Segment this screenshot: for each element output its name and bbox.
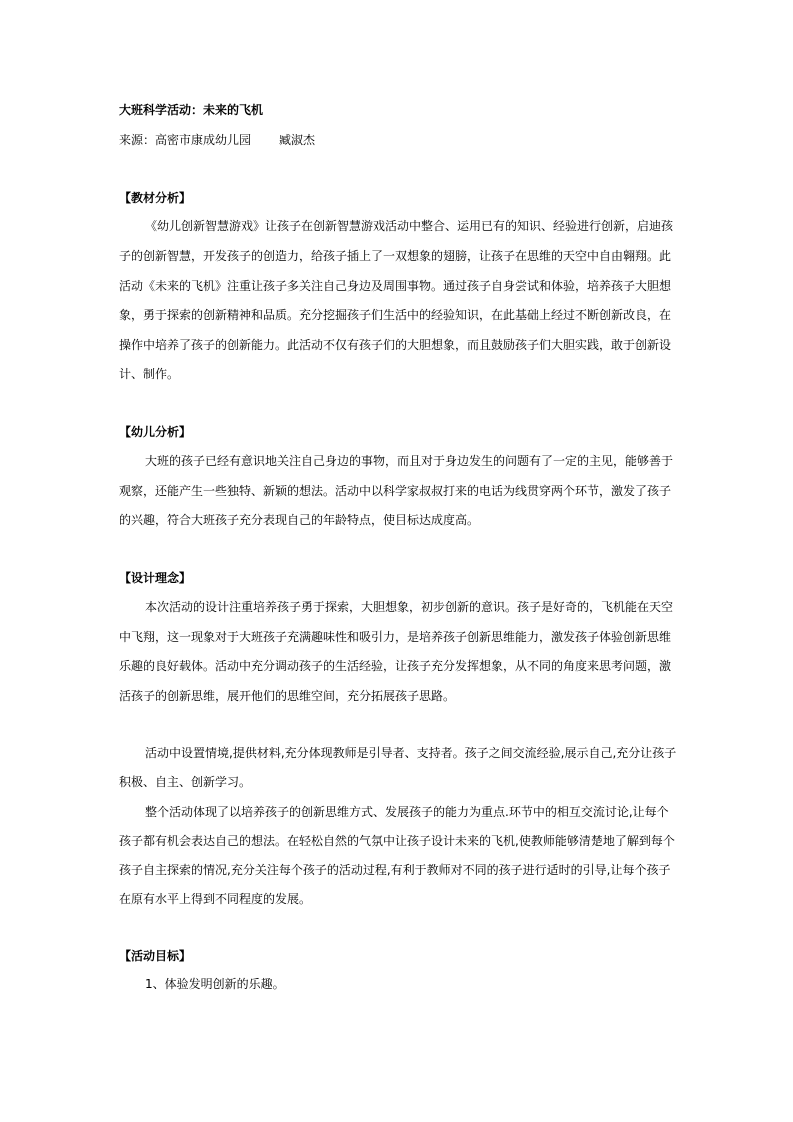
doc-source	[119, 133, 679, 147]
paragraph-line: 在原有水平上得到不同程度的发展。	[119, 892, 312, 906]
paragraph-line: 操作中培养了孩子的创新能力。此活动不仅有孩子们的大胆想象，而且鼓励孩子们大胆实践，敢于创新设	[119, 338, 672, 352]
paragraph-line: 乐趣的良好载体。活动中充分调动孩子的生活经验，让孩子充分发挥想象，从不同的角度来思考问题，激	[119, 659, 672, 673]
paragraph-line: 活动《未来的飞机》注重让孩子多关注自己身边及周围事物。通过孩子自身尝试和体验，培养孩子大胆想	[119, 279, 672, 293]
section-heading-goals: 【活动目标】	[119, 949, 192, 963]
paragraph-line: 观察，还能产生一些独特、新颖的想法。活动中以科学家叔叔打来的电话为线贯穿两个环节，激发了孩子	[119, 484, 672, 498]
paragraph-line: 整个活动体现了以培养孩子的创新思维方式、发展孩子的能力为重点.环节中的相互交流讨论,让每个	[145, 805, 669, 819]
source-label: 来源：高密市康成幼儿园	[119, 133, 252, 147]
source-author: 臧淑杰	[279, 133, 316, 147]
section-heading-children: 【幼儿分析】	[119, 425, 192, 439]
section-heading-material: 【教材分析】	[119, 191, 192, 205]
section-heading-design: 【设计理念】	[119, 571, 192, 585]
paragraph-line: 计、制作。	[119, 367, 180, 381]
paragraph-line: 活动中设置情境,提供材料,充分体现教师是引导者、支持者。孩子之间交流经验,展示自己,充分让孩子	[145, 746, 677, 760]
paragraph-line: 子的创新智慧，开发孩子的创造力，给孩子插上了一双想象的翅膀，让孩子在思维的天空中自由翱翔。此	[119, 249, 672, 263]
paragraph-line: 孩子都有机会表达自己的想法。在轻松自然的气氛中让孩子设计未来的飞机,使教师能够清楚地了解到每个	[119, 834, 675, 848]
paragraph-line: 大班的孩子已经有意识地关注自己身边的事物，而且对于身边发生的问题有了一定的主见，能够善于	[145, 454, 674, 468]
doc-title: 大班科学活动：未来的飞机	[119, 103, 264, 117]
paragraph-line: 活孩子的创新思维，展开他们的思维空间，充分拓展孩子思路。	[119, 689, 456, 703]
paragraph-line: 中飞翔，这一现象对于大班孩子充满趣味性和吸引力，是培养孩子创新思维能力，激发孩子体验创新思维	[119, 630, 672, 644]
paragraph-line: 《幼儿创新智慧游戏》让孩子在创新智慧游戏活动中整合、运用已有的知识、经验进行创新，启迪孩	[145, 219, 674, 233]
goal-item: 1、体验发明创新的乐趣。	[145, 977, 285, 991]
paragraph-line: 本次活动的设计注重培养孩子勇于探索，大胆想象，初步创新的意识。孩子是好奇的，飞机能在天空	[145, 600, 674, 614]
paragraph-line: 象，勇于探索的创新精神和品质。充分挖掘孩子们生活中的经验知识，在此基础上经过不断创新改良，在	[119, 308, 672, 322]
paragraph-line: 孩子自主探索的情况,充分关注每个孩子的活动过程,有利于教师对不同的孩子进行适时的引导,让每个孩子	[119, 863, 671, 877]
paragraph-line: 积极、自主、创新学习。	[119, 775, 252, 789]
paragraph-line: 的兴趣，符合大班孩子充分表现自己的年龄特点，使目标达成度高。	[119, 513, 480, 527]
